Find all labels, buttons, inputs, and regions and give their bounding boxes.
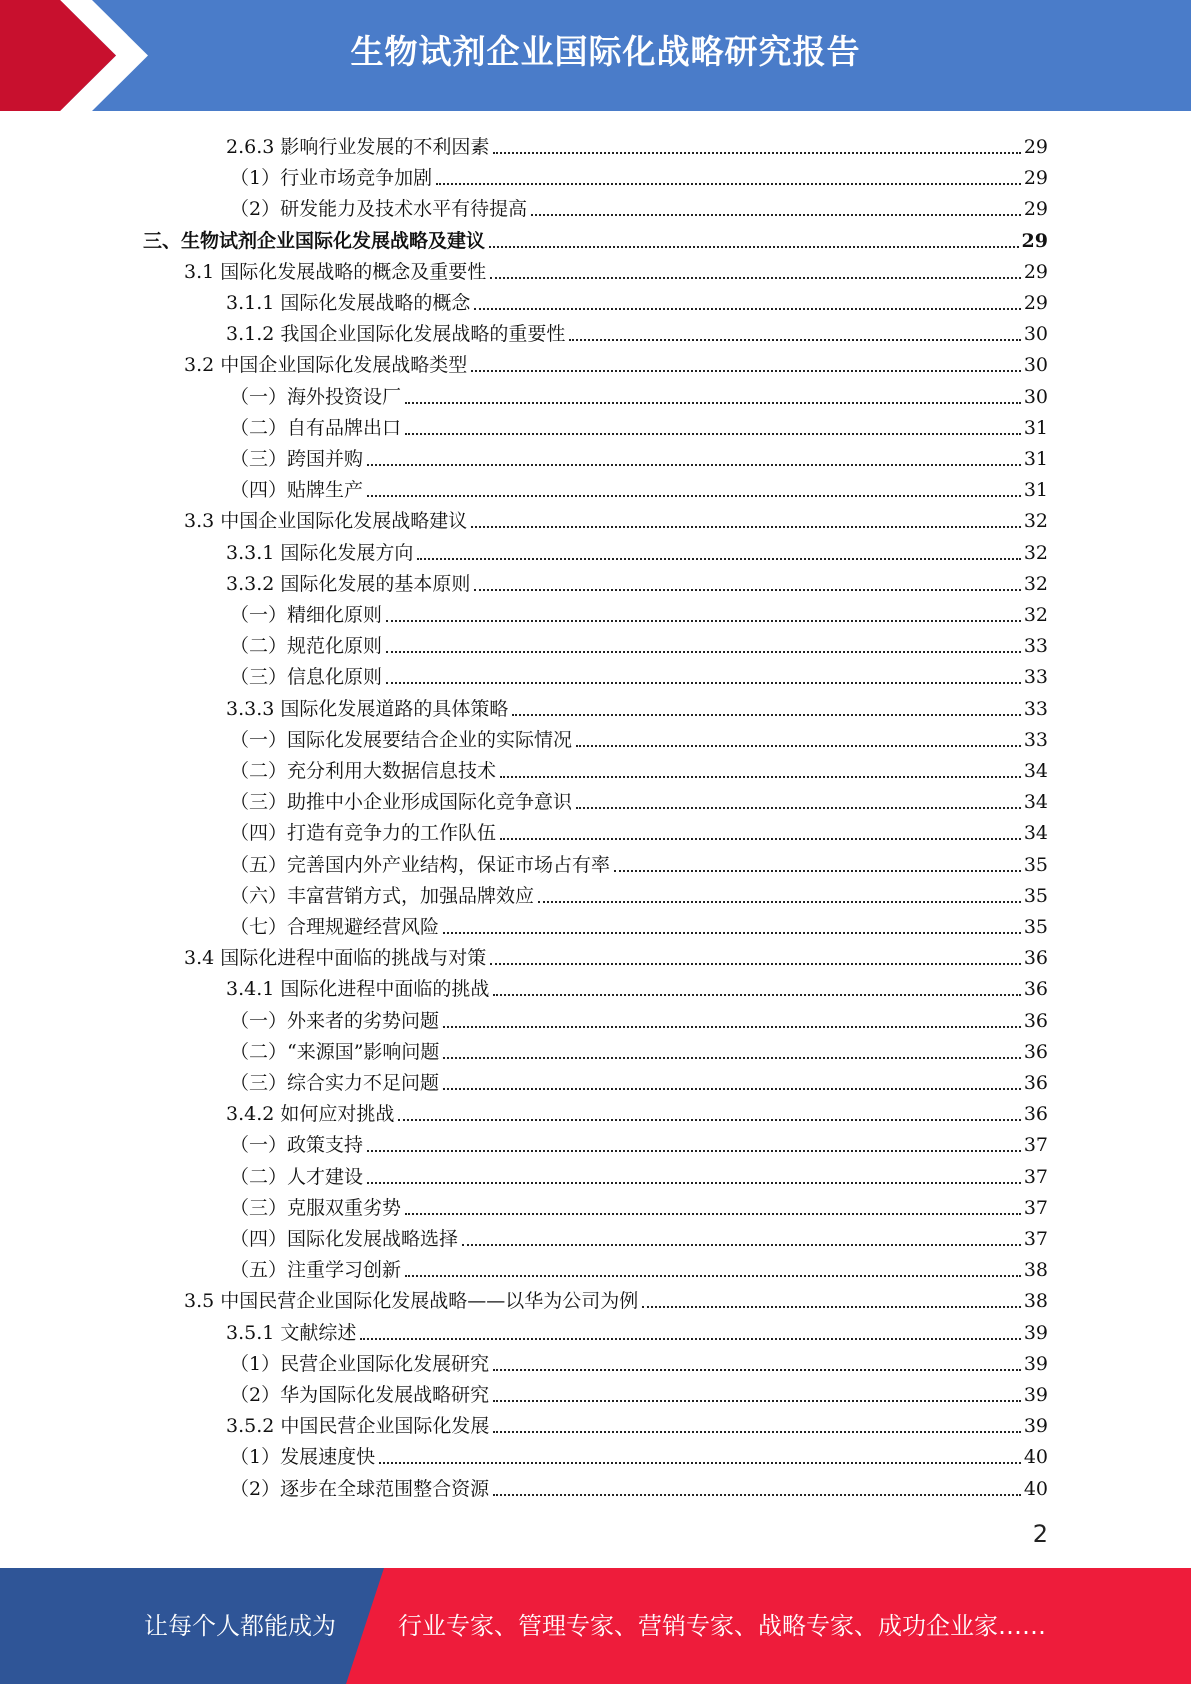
toc-dot-leader bbox=[405, 432, 1021, 435]
toc-entry[interactable] bbox=[230, 190, 1048, 221]
toc-entry-label: 3.4.2 如何应对挑战 bbox=[226, 1103, 395, 1126]
toc-entry-page: 34 bbox=[1023, 822, 1048, 845]
toc-entry-label: （二）充分利用大数据信息技术 bbox=[230, 760, 497, 782]
toc-entry-page: 36 bbox=[1023, 1103, 1048, 1126]
toc-entry-page: 31 bbox=[1023, 416, 1048, 439]
toc-dot-leader bbox=[493, 1493, 1021, 1496]
toc-dot-leader bbox=[367, 1181, 1021, 1184]
toc-dot-leader bbox=[386, 681, 1021, 684]
toc-entry-page: 32 bbox=[1023, 510, 1048, 533]
toc-entry-label: （一）政策支持 bbox=[230, 1134, 364, 1157]
toc-entry-label: （四）国际化发展战略选择 bbox=[230, 1228, 459, 1250]
toc-entry-label: 3.1 国际化发展战略的概念及重要性 bbox=[184, 260, 487, 283]
toc-entry-label: （2）逐步在全球范围整合资源 bbox=[230, 1477, 490, 1500]
toc-entry-page: 29 bbox=[1023, 292, 1048, 314]
toc-dot-leader bbox=[493, 151, 1020, 154]
toc-dot-leader bbox=[490, 962, 1021, 965]
toc-entry[interactable] bbox=[230, 1376, 1048, 1407]
toc-entry-page: 36 bbox=[1023, 947, 1048, 970]
toc-entry-page: 37 bbox=[1023, 1228, 1048, 1250]
toc-entry[interactable] bbox=[230, 752, 1048, 783]
toc-entry-label: （一）外来者的劣势问题 bbox=[230, 1009, 440, 1032]
toc-entry[interactable] bbox=[230, 1064, 1048, 1095]
toc-dot-leader bbox=[642, 1305, 1021, 1308]
toc-dot-leader bbox=[367, 494, 1021, 497]
toc-entry-label: （2）华为国际化发展战略研究 bbox=[230, 1384, 490, 1406]
toc-entry-page: 39 bbox=[1023, 1321, 1048, 1344]
toc-dot-leader bbox=[417, 557, 1020, 560]
toc-dot-leader bbox=[471, 525, 1021, 528]
toc-dot-leader bbox=[379, 1461, 1021, 1464]
toc-entry[interactable] bbox=[230, 1251, 1048, 1282]
toc-dot-leader bbox=[360, 1337, 1020, 1340]
footer-slogan-right: 行业专家、管理专家、营销专家、战略专家、成功企业家…… bbox=[398, 1612, 1046, 1640]
page-header bbox=[0, 0, 1191, 111]
page-number: 2 bbox=[1032, 1520, 1048, 1548]
toc-entry-label: 3.4 国际化进程中面临的挑战与对策 bbox=[184, 947, 487, 970]
toc-entry-page: 34 bbox=[1023, 760, 1048, 782]
toc-dot-leader bbox=[405, 401, 1021, 404]
toc-entry[interactable] bbox=[230, 658, 1048, 689]
toc-entry-label: 3.4.1 国际化进程中面临的挑战 bbox=[226, 978, 490, 1001]
toc-entry[interactable] bbox=[230, 1220, 1048, 1251]
toc-dot-leader bbox=[386, 650, 1021, 653]
toc-entry-page: 31 bbox=[1023, 479, 1048, 502]
toc-dot-leader bbox=[443, 931, 1021, 934]
toc-dot-leader bbox=[500, 837, 1021, 840]
toc-entry-label: （一）精细化原则 bbox=[230, 604, 383, 626]
toc-entry-label: （五）注重学习创新 bbox=[230, 1259, 402, 1282]
toc-entry[interactable] bbox=[230, 1345, 1048, 1376]
toc-entry-page: 33 bbox=[1023, 666, 1048, 689]
toc-dot-leader bbox=[443, 1025, 1021, 1028]
toc-entry-label: （四）打造有竞争力的工作队伍 bbox=[230, 822, 497, 845]
toc-entry[interactable] bbox=[230, 1158, 1048, 1189]
toc-entry-page: 37 bbox=[1023, 1165, 1048, 1188]
toc-entry-label: 2.6.3 影响行业发展的不利因素 bbox=[226, 136, 490, 158]
toc-entry-label: 3.3.3 国际化发展道路的具体策略 bbox=[226, 697, 509, 720]
toc-entry[interactable] bbox=[230, 471, 1048, 502]
toc-dot-leader bbox=[474, 307, 1020, 310]
toc-entry[interactable] bbox=[230, 1470, 1048, 1501]
toc-entry[interactable] bbox=[230, 159, 1048, 190]
toc-entry-page: 33 bbox=[1023, 728, 1048, 751]
toc-entry-page: 35 bbox=[1023, 884, 1048, 907]
toc-entry-label: （二）人才建设 bbox=[230, 1165, 364, 1188]
toc-entry-page: 33 bbox=[1023, 635, 1048, 658]
toc-entry-label: （三）跨国并购 bbox=[230, 448, 364, 470]
toc-entry-label: 3.3.2 国际化发展的基本原则 bbox=[226, 572, 471, 595]
toc-entry[interactable] bbox=[184, 502, 1048, 533]
toc-entry-label: （1）发展速度快 bbox=[230, 1446, 376, 1469]
toc-entry[interactable] bbox=[184, 1282, 1048, 1313]
toc-entry-page: 29 bbox=[1023, 136, 1048, 158]
toc-entry-label: （2）研发能力及技术水平有待提高 bbox=[230, 198, 528, 221]
toc-dot-leader bbox=[367, 1149, 1021, 1152]
toc-entry-page: 35 bbox=[1023, 916, 1048, 938]
toc-entry[interactable] bbox=[226, 128, 1048, 159]
toc-dot-leader bbox=[512, 713, 1020, 716]
toc-entry-page: 34 bbox=[1023, 791, 1048, 814]
toc-entry-page: 36 bbox=[1023, 1040, 1048, 1063]
toc-entry-page: 36 bbox=[1023, 978, 1048, 1001]
toc-entry[interactable] bbox=[230, 1002, 1048, 1033]
toc-entry-label: （一）国际化发展要结合企业的实际情况 bbox=[230, 728, 573, 751]
toc-entry-page: 39 bbox=[1023, 1384, 1048, 1406]
toc-entry[interactable] bbox=[226, 534, 1048, 565]
toc-entry-label: （1）民营企业国际化发展研究 bbox=[230, 1352, 490, 1375]
toc-dot-leader bbox=[576, 806, 1021, 809]
toc-entry-page: 29 bbox=[1021, 229, 1048, 252]
toc-entry[interactable] bbox=[230, 721, 1048, 752]
toc-dot-leader bbox=[386, 619, 1021, 622]
toc-entry-page: 29 bbox=[1023, 167, 1048, 190]
toc-entry[interactable] bbox=[226, 1407, 1048, 1438]
toc-dot-leader bbox=[405, 1274, 1021, 1277]
toc-entry-label: （四）贴牌生产 bbox=[230, 479, 364, 502]
toc-dot-leader bbox=[471, 369, 1021, 372]
toc-entry-page: 30 bbox=[1023, 385, 1048, 408]
toc-entry-page: 40 bbox=[1023, 1446, 1048, 1469]
toc-entry[interactable] bbox=[143, 222, 1048, 253]
toc-dot-leader bbox=[443, 1056, 1020, 1059]
toc-entry[interactable] bbox=[230, 378, 1048, 409]
toc-entry-label: （二）“来源国”影响问题 bbox=[230, 1040, 440, 1063]
toc-dot-leader bbox=[462, 1243, 1021, 1246]
toc-entry[interactable] bbox=[230, 1438, 1048, 1469]
toc-entry-label: 3.1.1 国际化发展战略的概念 bbox=[226, 292, 471, 314]
toc-entry[interactable] bbox=[230, 1189, 1048, 1220]
toc-dot-leader bbox=[405, 1212, 1021, 1215]
toc-entry-label: （五）完善国内外产业结构，保证市场占有率 bbox=[230, 853, 611, 876]
toc-entry-page: 30 bbox=[1023, 354, 1048, 377]
toc-entry-page: 30 bbox=[1023, 323, 1048, 346]
toc-dot-leader bbox=[367, 463, 1021, 466]
toc-entry-page: 40 bbox=[1023, 1477, 1048, 1500]
toc-dot-leader bbox=[493, 1430, 1020, 1433]
toc-dot-leader bbox=[493, 1368, 1021, 1371]
toc-entry[interactable] bbox=[226, 970, 1048, 1001]
toc-entry[interactable] bbox=[226, 1314, 1048, 1345]
toc-entry-page: 32 bbox=[1023, 604, 1048, 626]
toc-entry-label: 3.1.2 我国企业国际化发展战略的重要性 bbox=[226, 323, 566, 346]
toc-entry-label: （三）信息化原则 bbox=[230, 666, 383, 689]
toc-entry-page: 33 bbox=[1023, 697, 1048, 720]
toc-entry[interactable] bbox=[230, 846, 1048, 877]
toc-dot-leader bbox=[489, 245, 1019, 248]
toc-entry-label: （六）丰富营销方式，加强品牌效应 bbox=[230, 884, 535, 907]
toc-entry[interactable] bbox=[226, 1095, 1048, 1126]
toc-entry-page: 32 bbox=[1023, 572, 1048, 595]
toc-entry-label: 3.2 中国企业国际化发展战略类型 bbox=[184, 354, 468, 377]
toc-entry[interactable] bbox=[230, 627, 1048, 658]
toc-dot-leader bbox=[576, 744, 1021, 747]
page-footer bbox=[0, 1568, 1191, 1684]
toc-entry[interactable] bbox=[226, 690, 1048, 721]
toc-entry-label: 三、生物试剂企业国际化发展战略及建议 bbox=[143, 229, 486, 252]
toc-entry[interactable] bbox=[230, 877, 1048, 908]
toc-entry-page: 36 bbox=[1023, 1009, 1048, 1032]
toc-entry-page: 37 bbox=[1023, 1196, 1048, 1219]
toc-dot-leader bbox=[474, 588, 1020, 591]
toc-entry[interactable] bbox=[230, 596, 1048, 627]
footer-slogan-left: 让每个人都能成为 bbox=[144, 1612, 336, 1640]
toc-dot-leader bbox=[490, 276, 1021, 279]
toc-entry[interactable] bbox=[226, 284, 1048, 315]
toc-entry[interactable] bbox=[230, 1033, 1048, 1064]
toc-dot-leader bbox=[398, 1118, 1020, 1121]
toc-dot-leader bbox=[500, 775, 1021, 778]
toc-dot-leader bbox=[531, 213, 1021, 216]
toc-entry[interactable] bbox=[184, 253, 1048, 284]
toc-dot-leader bbox=[493, 1399, 1021, 1402]
toc-entry-label: （一）海外投资设厂 bbox=[230, 385, 402, 408]
toc-entry[interactable] bbox=[230, 783, 1048, 814]
toc-entry[interactable] bbox=[230, 814, 1048, 845]
toc-entry-page: 31 bbox=[1023, 448, 1048, 470]
toc-entry-page: 32 bbox=[1023, 541, 1048, 564]
toc-entry-label: 3.5 中国民营企业国际化发展战略——以华为公司为例 bbox=[184, 1290, 639, 1313]
toc-entry-label: 3.3.1 国际化发展方向 bbox=[226, 541, 414, 564]
toc-entry-label: （1）行业市场竞争加剧 bbox=[230, 167, 433, 190]
toc-entry[interactable] bbox=[230, 1126, 1048, 1157]
toc-entry-page: 39 bbox=[1023, 1352, 1048, 1375]
toc-entry-page: 29 bbox=[1023, 260, 1048, 283]
toc-entry-page: 35 bbox=[1023, 853, 1048, 876]
toc-entry[interactable] bbox=[226, 315, 1048, 346]
toc-dot-leader bbox=[569, 338, 1020, 341]
toc-dot-leader bbox=[436, 182, 1021, 185]
toc-entry[interactable] bbox=[184, 346, 1048, 377]
toc-entry[interactable] bbox=[184, 939, 1048, 970]
toc-entry-label: 3.3 中国企业国际化发展战略建议 bbox=[184, 510, 468, 533]
toc-entry-label: （三）助推中小企业形成国际化竞争意识 bbox=[230, 791, 573, 814]
toc-entry-label: （二）规范化原则 bbox=[230, 635, 383, 658]
toc-dot-leader bbox=[538, 900, 1021, 903]
toc-entry-page: 36 bbox=[1023, 1072, 1048, 1094]
toc-dot-leader bbox=[614, 869, 1021, 872]
toc-entry-label: 3.5.1 文献综述 bbox=[226, 1321, 357, 1344]
toc-entry-label: （七）合理规避经营风险 bbox=[230, 916, 440, 938]
toc-entry-label: （三）克服双重劣势 bbox=[230, 1196, 402, 1219]
toc-entry-page: 39 bbox=[1023, 1415, 1048, 1438]
toc-dot-leader bbox=[493, 993, 1020, 996]
toc-entry-page: 37 bbox=[1023, 1134, 1048, 1157]
toc-entry-page: 38 bbox=[1023, 1259, 1048, 1282]
toc-entry[interactable] bbox=[226, 565, 1048, 596]
toc-entry[interactable] bbox=[230, 908, 1048, 939]
toc-entry[interactable] bbox=[230, 409, 1048, 440]
toc-entry-page: 38 bbox=[1023, 1290, 1048, 1313]
toc-entry-label: （二）自有品牌出口 bbox=[230, 416, 402, 439]
toc-entry-page: 29 bbox=[1023, 198, 1048, 221]
toc-entry[interactable] bbox=[230, 440, 1048, 471]
header-title: 生物试剂企业国际化战略研究报告 bbox=[350, 32, 861, 71]
toc-entry-label: 3.5.2 中国民营企业国际化发展 bbox=[226, 1415, 490, 1438]
toc-dot-leader bbox=[443, 1087, 1021, 1090]
toc-entry-label: （三）综合实力不足问题 bbox=[230, 1072, 440, 1094]
